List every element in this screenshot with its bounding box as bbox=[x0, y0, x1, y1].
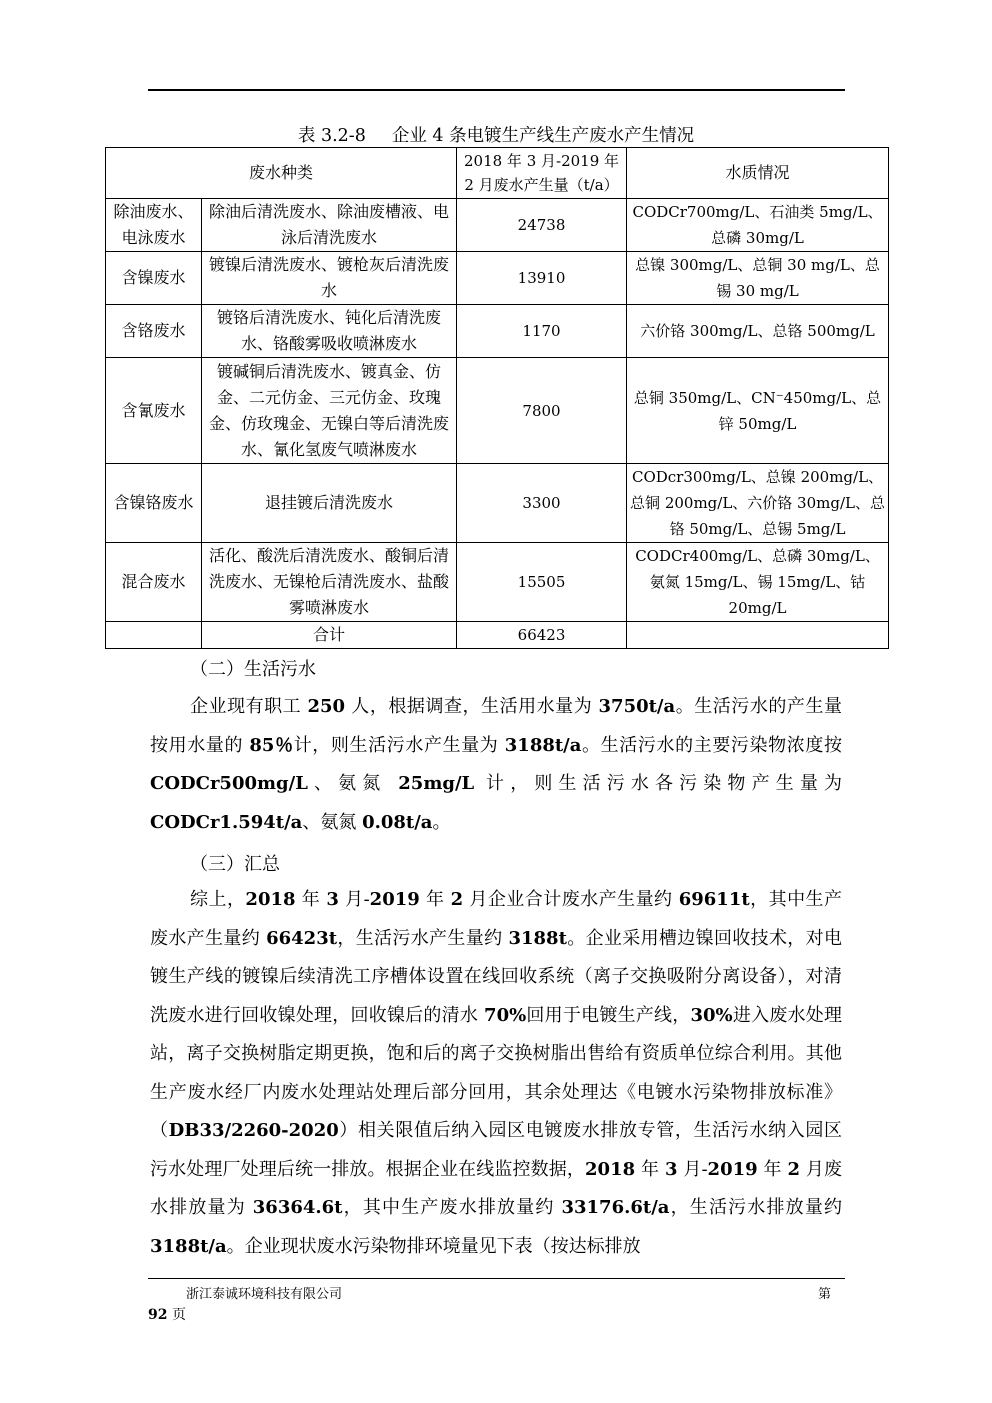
row-quality: 总铜 350mg/L、CN⁻450mg/L、总锌 50mg/L bbox=[627, 358, 889, 464]
table-header-row bbox=[106, 148, 889, 199]
row-category: 混合废水 bbox=[106, 543, 202, 622]
row-source: 镀碱铜后清洗废水、镀真金、仿金、二元仿金、三元仿金、玫瑰金、仿玫瑰金、无镍白等后清洗废水、氰化氢废气喷淋废水 bbox=[202, 358, 457, 464]
row-quality: CODCr700mg/L、石油类 5mg/L、总磷 30mg/L bbox=[627, 199, 889, 252]
section-heading-domestic: （二）生活污水 bbox=[190, 659, 316, 680]
header-type: 废水种类 bbox=[106, 148, 457, 199]
footer-page-number: 92 页 bbox=[148, 1307, 186, 1323]
table-row bbox=[106, 464, 889, 543]
table-row bbox=[106, 252, 889, 305]
header-amount: 2018 年 3 月-2019 年 2 月废水产生量（t/a） bbox=[457, 148, 627, 199]
row-quality: CODcr300mg/L、总镍 200mg/L、总铜 200mg/L、六价铬 30mg/L、总铬 50mg/L、总锡 5mg/L bbox=[627, 464, 889, 543]
total-amount: 66423 bbox=[457, 622, 627, 649]
row-source: 镀镍后清洗废水、镀枪灰后清洗废水 bbox=[202, 252, 457, 305]
table-total-row bbox=[106, 622, 889, 649]
row-amount: 13910 bbox=[457, 252, 627, 305]
row-quality: 六价铬 300mg/L、总铬 500mg/L bbox=[627, 305, 889, 358]
row-quality: 总镍 300mg/L、总铜 30 mg/L、总锡 30 mg/L bbox=[627, 252, 889, 305]
paragraph-summary: 综上，2018 年 3 月-2019 年 2 月企业合计废水产生量约 69611t，其中生产废水产生量约 66423t，生活污水产生量约 3188t。企业采用槽边镍回收技术，对电镀生产线的镀镍后续清洗工序槽体设置在线回收系统（离子交换吸附分离设备），对清洗废水进行回收镍处理，回收镍后的清水 70%回用于电镀生产线，30%进入废水处理站，离子交换树脂定期更换，饱和后的离子交换树脂出售给有资质单位综合利用。其他生产废水经厂内废水处理站处理后部分回用，其余处理达《电镀水污染物排放标准》（DB33/2260-2020）相关限值后纳入园区电镀废水排放专管，生活污水纳入园区污水处理厂处理后统一排放。根据企业在线监控数据，2018 年 3 月-2019 年 2 月废水排放量为 36364.6t，其中生产废水排放量约 33176.6t/a，生活污水排放量约 3188t/a。企业现状废水污染物排环境量见下表（按达标排放 bbox=[150, 889, 843, 1257]
table-row bbox=[106, 199, 889, 252]
header-quality: 水质情况 bbox=[627, 148, 889, 199]
row-amount: 1170 bbox=[457, 305, 627, 358]
table-caption bbox=[0, 122, 992, 147]
table-row bbox=[106, 358, 889, 464]
row-amount: 15505 bbox=[457, 543, 627, 622]
table-title: 企业 4 条电镀生产线生产废水产生情况 bbox=[391, 126, 695, 146]
total-quality bbox=[627, 622, 889, 649]
row-source: 退挂镀后清洗废水 bbox=[202, 464, 457, 543]
row-category: 含铬废水 bbox=[106, 305, 202, 358]
paragraph-domestic: 企业现有职工 250 人，根据调查，生活用水量为 3750t/a。生活污水的产生量按用水量的 85％计，则生活污水产生量为 3188t/a。生活污水的主要污染物浓度按 CODCr500mg/L、氨氮 25mg/L 计，则生活污水各污染物产生量为 CODCr1.594t/a、氨氮 0.08t/a。 bbox=[150, 696, 842, 833]
row-amount: 3300 bbox=[457, 464, 627, 543]
header-rule bbox=[148, 89, 845, 91]
row-category: 含镍废水 bbox=[106, 252, 202, 305]
row-category: 含氰废水 bbox=[106, 358, 202, 464]
table-number: 表 3.2-8 bbox=[297, 126, 366, 146]
footer-page-prefix: 第 bbox=[818, 1287, 832, 1302]
row-amount: 7800 bbox=[457, 358, 627, 464]
row-category: 除油废水、电泳废水 bbox=[106, 199, 202, 252]
footer-company: 浙江泰诚环境科技有限公司 bbox=[186, 1287, 343, 1302]
row-quality: CODCr400mg/L、总磷 30mg/L、氨氮 15mg/L、锡 15mg/L、钴 20mg/L bbox=[627, 543, 889, 622]
row-source: 除油后清洗废水、除油废槽液、电泳后清洗废水 bbox=[202, 199, 457, 252]
total-blank bbox=[106, 622, 202, 649]
section-heading-summary: （三）汇总 bbox=[190, 854, 280, 875]
wastewater-table bbox=[105, 147, 889, 649]
table-row bbox=[106, 543, 889, 622]
total-label: 合计 bbox=[202, 622, 457, 649]
row-source: 镀铬后清洗废水、钝化后清洗废水、铬酸雾吸收喷淋废水 bbox=[202, 305, 457, 358]
row-amount: 24738 bbox=[457, 199, 627, 252]
row-category: 含镍铬废水 bbox=[106, 464, 202, 543]
row-source: 活化、酸洗后清洗废水、酸铜后清洗废水、无镍枪后清洗废水、盐酸雾喷淋废水 bbox=[202, 543, 457, 622]
table-row bbox=[106, 305, 889, 358]
footer-rule bbox=[148, 1278, 845, 1279]
